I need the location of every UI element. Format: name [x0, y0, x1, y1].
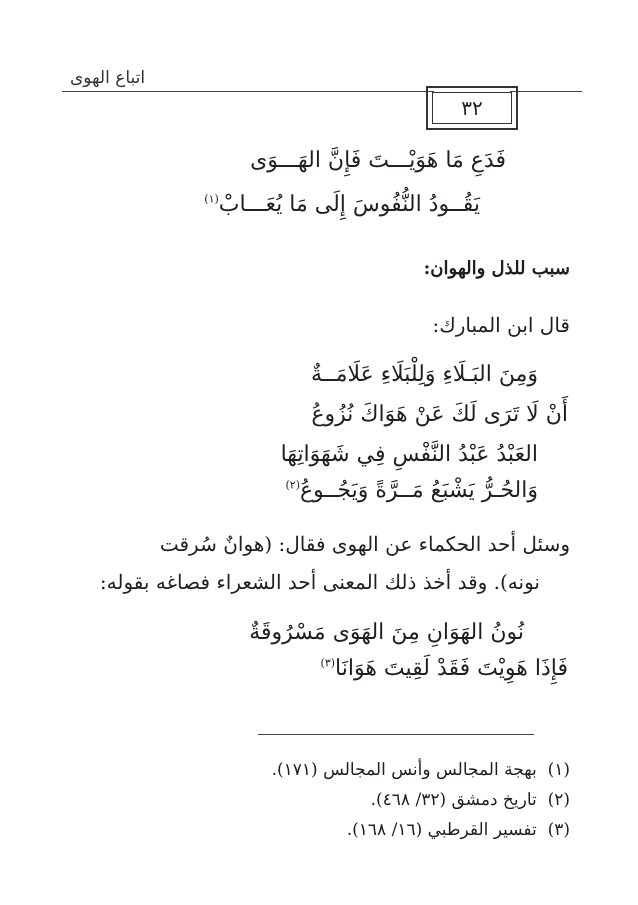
footnote-item: (٢) تاريخ دمشق (٣٢/ ٤٦٨).: [370, 790, 570, 810]
verse1-line2: يَقُــودُ النُّفُوسَ إِلَى مَا يُعَـــابْ$^{(١)}$: [204, 192, 480, 217]
verse2-line4: وَالحُـرُّ يَشْبَعُ مَــرَّةً وَيَجُــوعُ$^{(٢)}$: [285, 478, 538, 503]
verse3-line2: فَإِذَا هَوِيْتَ فَقَدْ لَقِيتَ هَوَانَا$^{(٣)}$: [320, 656, 568, 681]
footnote-ref: (١): [204, 192, 219, 206]
page-number: ٣٢: [461, 96, 483, 120]
footnote-rule: [258, 734, 534, 735]
verse2-line2: أَنْ لَا تَرَى لَكَ عَنْ هَوَاكَ نُزُوعُ: [311, 402, 568, 427]
verse2-line1: وَمِنَ البَـلَاءِ وَلِلْبَلَاءِ عَلَامَــةٌ: [311, 362, 538, 387]
header-rule: [62, 91, 434, 92]
verse1-line1: فَدَعِ مَا هَوَيْـــتَ فَإِنَّ الهَـــوَى: [250, 148, 506, 173]
footnote-ref: (٣): [320, 656, 336, 670]
running-title: اتباع الهوى: [70, 68, 146, 88]
intro-text: قال ابن المبارك:: [432, 313, 570, 337]
header-rule: [510, 91, 582, 92]
footnote-ref: (٢): [285, 478, 301, 492]
prose-line2: نونه). وقد أخذ ذلك المعنى أحد الشعراء فصاغه بقوله:: [99, 570, 540, 594]
footnote-item: (١) بهجة المجالس وأنس المجالس (١٧١).: [271, 760, 570, 780]
section-heading: سبب للذل والهوان:: [423, 258, 570, 279]
page-number-box: [426, 86, 518, 130]
footnote-item: (٣) تفسير القرطبي (١٦/ ١٦٨).: [346, 820, 570, 840]
prose-line1: وسئل أحد الحكماء عن الهوى فقال: (هوانٌ سُرقت: [159, 532, 570, 556]
verse2-line3: العَبْدُ عَبْدُ النَّفْسِ فِي شَهَوَاتِهَا: [280, 442, 538, 467]
verse3-line1: نُونُ الهَوَانِ مِنَ الهَوَى مَسْرُوقَةٌ: [249, 620, 524, 645]
